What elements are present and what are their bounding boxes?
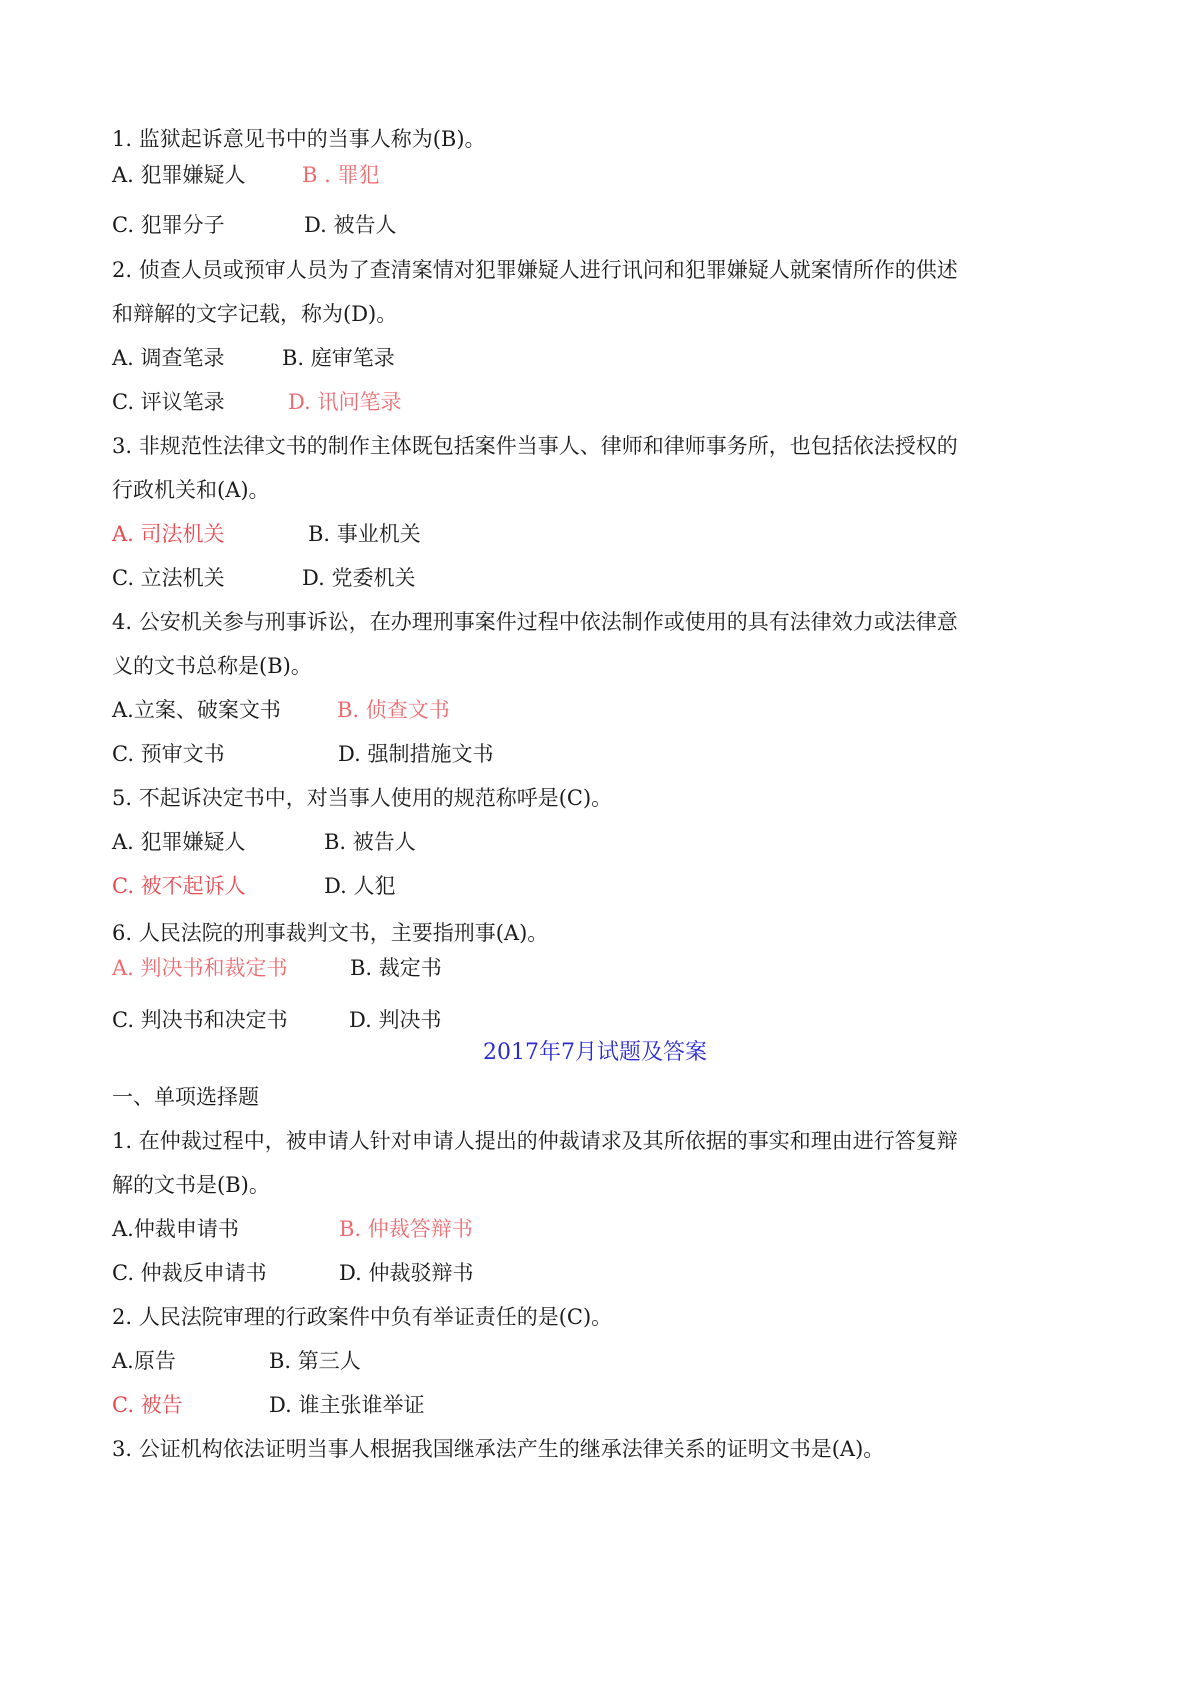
question-2-stem-line-2: 和辩解的文字记载，称为(D)。 bbox=[112, 302, 398, 326]
s2-option-c-answer: C. 被告 bbox=[112, 1393, 183, 1417]
question-3-stem-line-1: 3. 非规范性法律文书的制作主体既包括案件当事人、律师和律师事务所，也包括依法授权的 bbox=[112, 434, 958, 458]
s2-option-d: D. 谁主张谁举证 bbox=[269, 1393, 425, 1417]
q3-option-a-answer: A. 司法机关 bbox=[112, 522, 225, 546]
q4-option-a: A.立案、破案文书 bbox=[112, 698, 281, 722]
question-5-stem: 5. 不起诉决定书中，对当事人使用的规范称呼是(C)。 bbox=[112, 786, 613, 810]
q3-option-d: D. 党委机关 bbox=[302, 566, 416, 590]
section-question-1-stem-line-2: 解的文书是(B)。 bbox=[112, 1173, 270, 1197]
question-6-stem: 6. 人民法院的刑事裁判文书，主要指刑事(A)。 bbox=[112, 921, 549, 945]
section-heading: 一、单项选择题 bbox=[112, 1085, 259, 1109]
s1-option-d: D. 仲裁驳辩书 bbox=[339, 1261, 474, 1285]
question-2-stem-line-1: 2. 侦查人员或预审人员为了查清案情对犯罪嫌疑人进行讯问和犯罪嫌疑人就案情所作的供述 bbox=[112, 258, 958, 282]
q6-option-b: B. 裁定书 bbox=[350, 956, 442, 980]
q2-option-d-answer: D. 讯问笔录 bbox=[288, 390, 402, 414]
s2-option-a: A.原告 bbox=[112, 1349, 176, 1373]
q2-option-b: B. 庭审笔录 bbox=[282, 346, 395, 370]
section-question-2-stem: 2. 人民法院审理的行政案件中负有举证责任的是(C)。 bbox=[112, 1305, 613, 1329]
q6-option-c: C. 判决书和决定书 bbox=[112, 1008, 288, 1032]
q1-option-a: A. 犯罪嫌疑人 bbox=[112, 163, 246, 187]
s1-option-b-answer: B. 仲裁答辩书 bbox=[339, 1217, 473, 1241]
q2-option-a: A. 调查笔录 bbox=[112, 346, 225, 370]
q4-option-c: C. 预审文书 bbox=[112, 742, 225, 766]
s2-option-b: B. 第三人 bbox=[269, 1349, 361, 1373]
section-question-1-stem-line-1: 1. 在仲裁过程中，被申请人针对申请人提出的仲裁请求及其所依据的事实和理由进行答复辩 bbox=[112, 1129, 958, 1153]
q6-option-a-answer: A. 判决书和裁定书 bbox=[112, 956, 288, 980]
q6-option-d: D. 判决书 bbox=[349, 1008, 442, 1032]
q4-option-d: D. 强制措施文书 bbox=[338, 742, 494, 766]
q1-option-b-answer: B . 罪犯 bbox=[302, 163, 380, 187]
section-title: 2017年7月试题及答案 bbox=[483, 1040, 707, 1065]
q5-option-b: B. 被告人 bbox=[324, 830, 416, 854]
q5-option-d: D. 人犯 bbox=[324, 874, 396, 898]
question-3-stem-line-2: 行政机关和(A)。 bbox=[112, 478, 270, 502]
question-4-stem-line-1: 4. 公安机关参与刑事诉讼，在办理刑事案件过程中依法制作或使用的具有法律效力或法律意 bbox=[112, 610, 958, 634]
question-4-stem-line-2: 义的文书总称是(B)。 bbox=[112, 654, 312, 678]
section-question-3-stem: 3. 公证机构依法证明当事人根据我国继承法产生的继承法律关系的证明文书是(A)。 bbox=[112, 1437, 885, 1461]
q3-option-b: B. 事业机关 bbox=[308, 522, 421, 546]
s1-option-c: C. 仲裁反申请书 bbox=[112, 1261, 267, 1285]
q4-option-b-answer: B. 侦查文书 bbox=[337, 698, 450, 722]
q3-option-c: C. 立法机关 bbox=[112, 566, 225, 590]
q5-option-a: A. 犯罪嫌疑人 bbox=[112, 830, 246, 854]
q2-option-c: C. 评议笔录 bbox=[112, 390, 225, 414]
s1-option-a: A.仲裁申请书 bbox=[112, 1217, 239, 1241]
q5-option-c-answer: C. 被不起诉人 bbox=[112, 874, 246, 898]
q1-option-c: C. 犯罪分子 bbox=[112, 213, 225, 237]
question-1-stem: 1. 监狱起诉意见书中的当事人称为(B)。 bbox=[112, 127, 486, 151]
q1-option-d: D. 被告人 bbox=[304, 213, 397, 237]
